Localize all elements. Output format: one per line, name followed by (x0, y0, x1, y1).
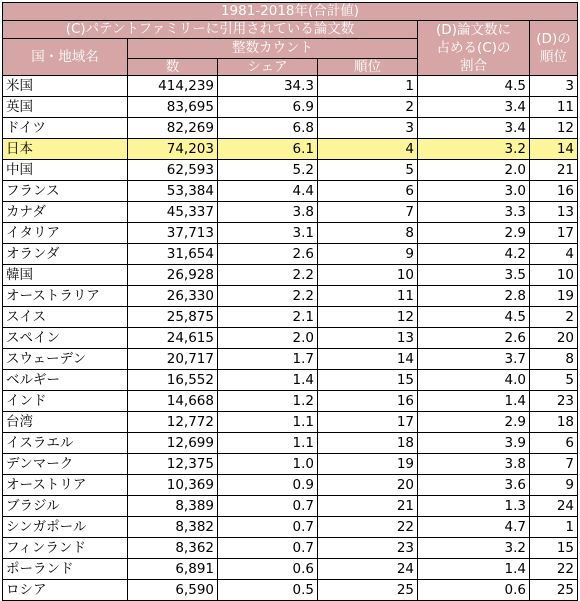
patent-citation-table (2, 2, 578, 601)
paper-count: 74,203 (128, 139, 218, 160)
ratio-value: 2.6 (418, 328, 530, 349)
table-row (3, 412, 578, 433)
paper-count: 8,389 (128, 496, 218, 517)
ratio-rank-value: 19 (530, 286, 578, 307)
paper-count: 62,593 (128, 160, 218, 181)
share-value: 2.1 (218, 307, 318, 328)
share-value: 2.2 (218, 265, 318, 286)
rank-header: 順位 (318, 59, 418, 76)
rank-value: 14 (318, 349, 418, 370)
rank-value: 11 (318, 286, 418, 307)
paper-count: 414,239 (128, 76, 218, 97)
ratio-value: 3.9 (418, 433, 530, 454)
paper-count: 24,615 (128, 328, 218, 349)
table-row (3, 538, 578, 559)
ratio-rank-header (530, 21, 578, 76)
country-name: ロシア (3, 580, 128, 601)
share-value: 1.1 (218, 433, 318, 454)
share-value: 1.0 (218, 454, 318, 475)
ratio-rank-value: 2 (530, 307, 578, 328)
ratio-value: 3.4 (418, 118, 530, 139)
table-row (3, 454, 578, 475)
ratio-rank-value: 3 (530, 76, 578, 97)
share-value: 5.2 (218, 160, 318, 181)
share-header: シェア (218, 59, 318, 76)
paper-count: 53,384 (128, 181, 218, 202)
paper-count: 83,695 (128, 97, 218, 118)
country-name: フィンランド (3, 538, 128, 559)
paper-count: 8,362 (128, 538, 218, 559)
ratio-rank-value: 5 (530, 370, 578, 391)
table-row (3, 559, 578, 580)
share-value: 3.1 (218, 223, 318, 244)
table-row (3, 370, 578, 391)
paper-count: 45,337 (128, 202, 218, 223)
rank-value: 8 (318, 223, 418, 244)
share-value: 0.7 (218, 538, 318, 559)
ratio-header-line3: 割合 (460, 58, 487, 74)
table-row (3, 202, 578, 223)
country-name: 米国 (3, 76, 128, 97)
ratio-value: 4.0 (418, 370, 530, 391)
share-value: 4.4 (218, 181, 318, 202)
rank-value: 24 (318, 559, 418, 580)
share-value: 1.2 (218, 391, 318, 412)
table-row (3, 328, 578, 349)
share-value: 0.7 (218, 517, 318, 538)
table-row (3, 244, 578, 265)
ratio-rank-header-line2: 順位 (540, 49, 567, 65)
rank-value: 23 (318, 538, 418, 559)
country-name: オーストリア (3, 475, 128, 496)
country-name: 韓国 (3, 265, 128, 286)
paper-count: 12,772 (128, 412, 218, 433)
ratio-rank-value: 12 (530, 118, 578, 139)
paper-count: 26,928 (128, 265, 218, 286)
paper-count: 37,713 (128, 223, 218, 244)
ratio-rank-value: 15 (530, 538, 578, 559)
table-row (3, 475, 578, 496)
ratio-value: 3.8 (418, 454, 530, 475)
ratio-value: 4.2 (418, 244, 530, 265)
rank-value: 21 (318, 496, 418, 517)
paper-count: 16,552 (128, 370, 218, 391)
paper-count: 8,382 (128, 517, 218, 538)
rank-value: 17 (318, 412, 418, 433)
country-name: 英国 (3, 97, 128, 118)
share-value: 6.9 (218, 97, 318, 118)
rank-value: 12 (318, 307, 418, 328)
paper-count: 82,269 (128, 118, 218, 139)
country-name: 中国 (3, 160, 128, 181)
table-row (3, 496, 578, 517)
country-name: 日本 (3, 139, 128, 160)
paper-count: 14,668 (128, 391, 218, 412)
rank-value: 19 (318, 454, 418, 475)
rank-value: 10 (318, 265, 418, 286)
ratio-value: 1.3 (418, 496, 530, 517)
ratio-header-line1: (D)論文数に (436, 22, 511, 38)
share-value: 34.3 (218, 76, 318, 97)
ratio-rank-value: 17 (530, 223, 578, 244)
paper-count: 25,875 (128, 307, 218, 328)
country-name: スイス (3, 307, 128, 328)
table-row (3, 76, 578, 97)
ratio-rank-value: 25 (530, 580, 578, 601)
paper-count: 10,369 (128, 475, 218, 496)
country-name: インド (3, 391, 128, 412)
ratio-value: 3.7 (418, 349, 530, 370)
ratio-rank-value: 21 (530, 160, 578, 181)
share-value: 1.1 (218, 412, 318, 433)
rank-value: 22 (318, 517, 418, 538)
ratio-value: 3.2 (418, 538, 530, 559)
count-header: 数 (128, 59, 218, 76)
country-name: ドイツ (3, 118, 128, 139)
ratio-rank-value: 10 (530, 265, 578, 286)
paper-count: 31,654 (128, 244, 218, 265)
table-row (3, 349, 578, 370)
ratio-value: 2.9 (418, 412, 530, 433)
ratio-rank-header-line1: (D)の (536, 31, 571, 47)
table-body (3, 76, 578, 601)
ratio-rank-value: 4 (530, 244, 578, 265)
ratio-value: 3.2 (418, 139, 530, 160)
country-name: 台湾 (3, 412, 128, 433)
table-row (3, 265, 578, 286)
country-header: 国・地域名 (3, 39, 128, 76)
ratio-rank-value: 16 (530, 181, 578, 202)
table-row (3, 286, 578, 307)
table-row (3, 223, 578, 244)
table-row (3, 391, 578, 412)
country-name: スペイン (3, 328, 128, 349)
ratio-rank-value: 1 (530, 517, 578, 538)
rank-value: 13 (318, 328, 418, 349)
country-name: イスラエル (3, 433, 128, 454)
ratio-value: 3.5 (418, 265, 530, 286)
rank-value: 1 (318, 76, 418, 97)
paper-count: 26,330 (128, 286, 218, 307)
ratio-header (418, 21, 530, 76)
ratio-rank-value: 11 (530, 97, 578, 118)
table-row (3, 118, 578, 139)
table-row (3, 181, 578, 202)
ratio-value: 0.6 (418, 580, 530, 601)
share-value: 0.7 (218, 496, 318, 517)
ratio-value: 2.9 (418, 223, 530, 244)
share-value: 0.5 (218, 580, 318, 601)
ratio-value: 3.4 (418, 97, 530, 118)
ratio-value: 4.5 (418, 76, 530, 97)
rank-value: 16 (318, 391, 418, 412)
country-name: シンガポール (3, 517, 128, 538)
share-value: 2.0 (218, 328, 318, 349)
share-value: 2.2 (218, 286, 318, 307)
table-row (3, 97, 578, 118)
country-name: スウェーデン (3, 349, 128, 370)
ratio-rank-value: 18 (530, 412, 578, 433)
country-name: ポーランド (3, 559, 128, 580)
ratio-rank-value: 14 (530, 139, 578, 160)
rank-value: 20 (318, 475, 418, 496)
paper-count: 20,717 (128, 349, 218, 370)
share-value: 3.8 (218, 202, 318, 223)
share-value: 6.1 (218, 139, 318, 160)
period-header: 1981-2018年(合計値) (3, 3, 578, 21)
rank-value: 4 (318, 139, 418, 160)
country-name: オランダ (3, 244, 128, 265)
integer-count-header: 整数カウント (128, 39, 418, 59)
ratio-rank-value: 9 (530, 475, 578, 496)
country-name: オーストラリア (3, 286, 128, 307)
ratio-rank-value: 22 (530, 559, 578, 580)
country-name: イタリア (3, 223, 128, 244)
country-name: フランス (3, 181, 128, 202)
paper-count: 12,699 (128, 433, 218, 454)
table-row (3, 517, 578, 538)
ratio-rank-value: 13 (530, 202, 578, 223)
ratio-rank-value: 8 (530, 349, 578, 370)
ratio-value: 2.0 (418, 160, 530, 181)
ratio-value: 1.4 (418, 391, 530, 412)
ratio-header-line2: 占める(C)の (436, 40, 511, 56)
table-row (3, 580, 578, 601)
ratio-rank-value: 7 (530, 454, 578, 475)
ratio-value: 3.6 (418, 475, 530, 496)
table-row (3, 139, 578, 160)
rank-value: 5 (318, 160, 418, 181)
ratio-value: 4.5 (418, 307, 530, 328)
rank-value: 3 (318, 118, 418, 139)
country-name: ベルギー (3, 370, 128, 391)
country-name: ブラジル (3, 496, 128, 517)
ratio-value: 3.3 (418, 202, 530, 223)
ratio-rank-value: 23 (530, 391, 578, 412)
ratio-value: 3.0 (418, 181, 530, 202)
share-value: 1.4 (218, 370, 318, 391)
country-name: カナダ (3, 202, 128, 223)
share-value: 1.7 (218, 349, 318, 370)
paper-count: 6,891 (128, 559, 218, 580)
patent-family-header: (C)パテントファミリーに引用されている論文数 (3, 21, 418, 39)
country-name: デンマーク (3, 454, 128, 475)
rank-value: 7 (318, 202, 418, 223)
rank-value: 15 (318, 370, 418, 391)
ratio-rank-value: 6 (530, 433, 578, 454)
rank-value: 2 (318, 97, 418, 118)
share-value: 6.8 (218, 118, 318, 139)
ratio-rank-value: 24 (530, 496, 578, 517)
ratio-rank-value: 20 (530, 328, 578, 349)
ratio-value: 2.8 (418, 286, 530, 307)
paper-count: 12,375 (128, 454, 218, 475)
table-row (3, 433, 578, 454)
share-value: 0.9 (218, 475, 318, 496)
ratio-value: 1.4 (418, 559, 530, 580)
share-value: 0.6 (218, 559, 318, 580)
share-value: 2.6 (218, 244, 318, 265)
paper-count: 6,590 (128, 580, 218, 601)
table-row (3, 160, 578, 181)
table-row (3, 307, 578, 328)
rank-value: 25 (318, 580, 418, 601)
rank-value: 18 (318, 433, 418, 454)
rank-value: 9 (318, 244, 418, 265)
rank-value: 6 (318, 181, 418, 202)
ratio-value: 4.7 (418, 517, 530, 538)
